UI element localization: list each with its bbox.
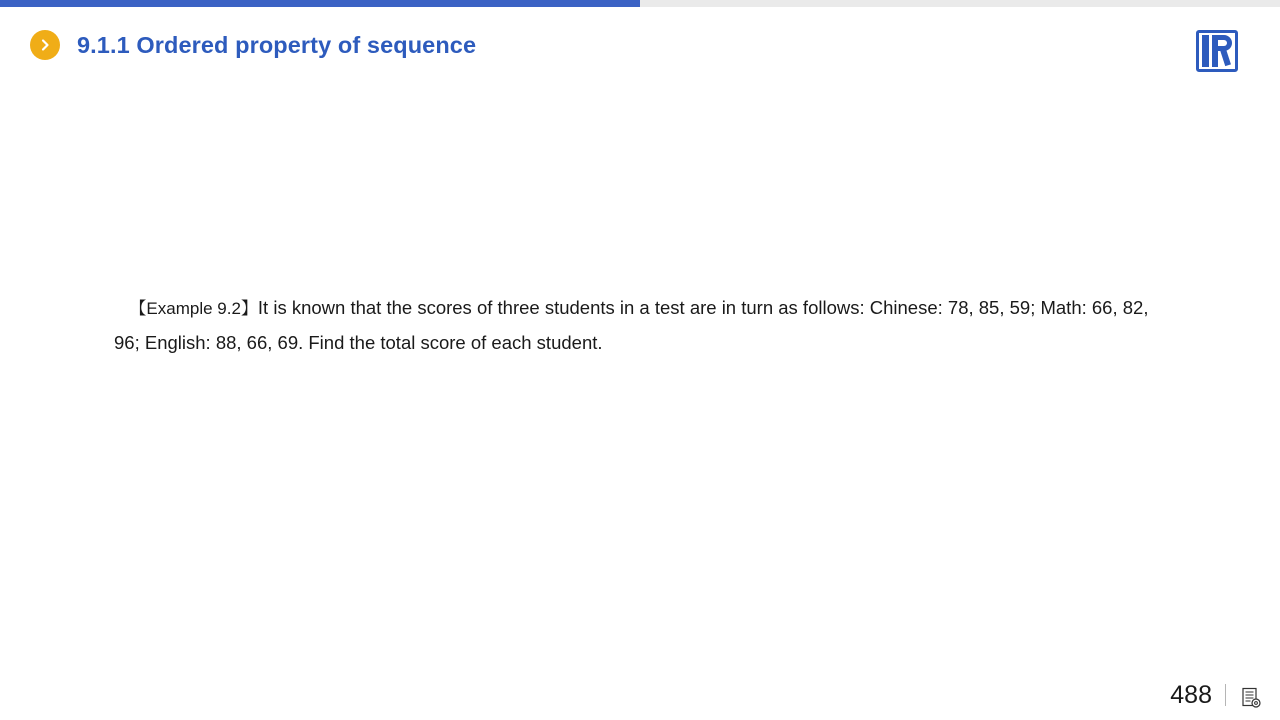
page-title: 9.1.1 Ordered property of sequence xyxy=(77,31,477,58)
progress-bar-fill xyxy=(0,0,640,7)
slide-body xyxy=(114,272,1174,378)
publisher-logo xyxy=(1196,30,1238,72)
logo-leg xyxy=(1220,48,1231,66)
progress-bar-track xyxy=(0,0,1280,7)
chevron-right-circle-icon xyxy=(30,30,60,60)
publisher-logo-mark xyxy=(1199,33,1235,69)
page-number: 488 xyxy=(1170,681,1212,709)
logo-bar xyxy=(1202,35,1209,67)
slide-header xyxy=(30,30,476,60)
example-body: It is known that the scores of three students in a test are in turn as follows: Chinese: 78, 85, 59; Math: 66, 82, 96; English: 88, 66, 69. Find the total score of each student. xyxy=(114,296,1149,353)
example-label: 【Example 9.2】 xyxy=(129,298,258,318)
example-paragraph xyxy=(114,291,1174,360)
document-page-icon[interactable] xyxy=(1240,686,1262,708)
footer-divider xyxy=(1225,684,1226,706)
